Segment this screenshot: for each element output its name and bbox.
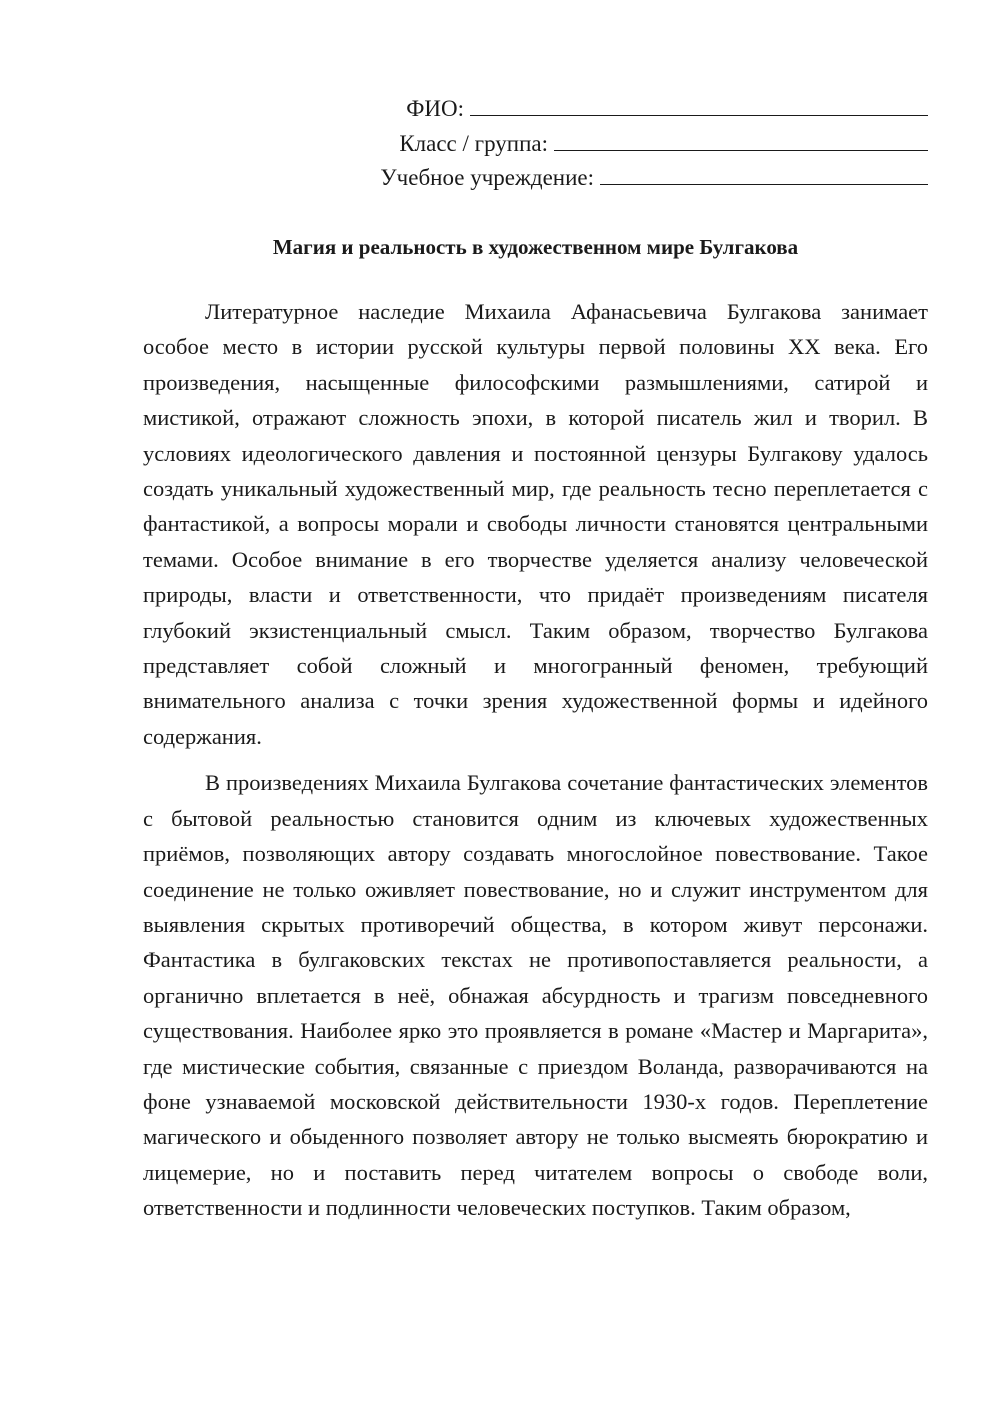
student-info-block — [328, 92, 928, 196]
class-label: Класс / группа: — [399, 130, 548, 156]
document-body — [143, 294, 928, 1237]
fio-blank-line — [470, 93, 928, 116]
class-row — [328, 127, 928, 162]
school-blank-line — [600, 162, 928, 185]
class-blank-line — [554, 128, 928, 151]
fio-label: ФИО: — [406, 96, 464, 121]
fio-row — [328, 92, 928, 127]
school-label: Учебное учреждение: — [380, 165, 594, 190]
document-title: Магия и реальность в художественном мире Булгакова — [272, 235, 799, 259]
paragraph-1: Литературное наследие Михаила Афанасьевича Булгакова занимает особое место в истории русской культуры первой половины XX века. Его произведения, насыщенные философскими размышлениями, сатирой и мистикой, отражают сложность эпохи, в которой писатель жил и творил. В условиях идеологического давления и постоянной цензуры Булгакову удалось создать уникальный художественный мир, где реальность тесно переплетается с фантастикой, а вопросы морали и свободы личности становятся центральными темами. Особое внимание в его творчестве уделяется анализу человеческой природы, власти и ответственности, что придаёт произведениям писателя глубокий экзистенциальный смысл. Таким образом, творчество Булгакова представляет собой сложный и многогранный феномен, требующий внимательного анализа с точки зрения художественной формы и идейного содержания. — [143, 299, 928, 749]
paragraph-2: В произведениях Михаила Булгакова сочетание фантастических элементов с бытовой реальностью становится одним из ключевых художественных приёмов, позволяющих автору создавать многослойное повествование. Такое соединение не только оживляет повествование, но и служит инструментом для выявления скрытых противоречий общества, в котором живут персонажи. Фантастика в булгаковских текстах не противопоставляется реальности, а органично вплетается в неё, обнажая абсурдность и трагизм повседневного существования. Наиболее ярко это проявляется в романе «Мастер и Маргарита», где мистические события, связанные с приездом Воланда, разворачиваются на фоне узнаваемой московской действительности 1930-х годов. Переплетение магического и обыденного позволяет автору не только высмеять бюрократию и лицемерие, но и поставить перед читателем вопросы о свободе воли, ответственности и подлинности человеческих поступков. Таким образом, — [143, 770, 928, 1221]
school-row — [328, 161, 928, 196]
